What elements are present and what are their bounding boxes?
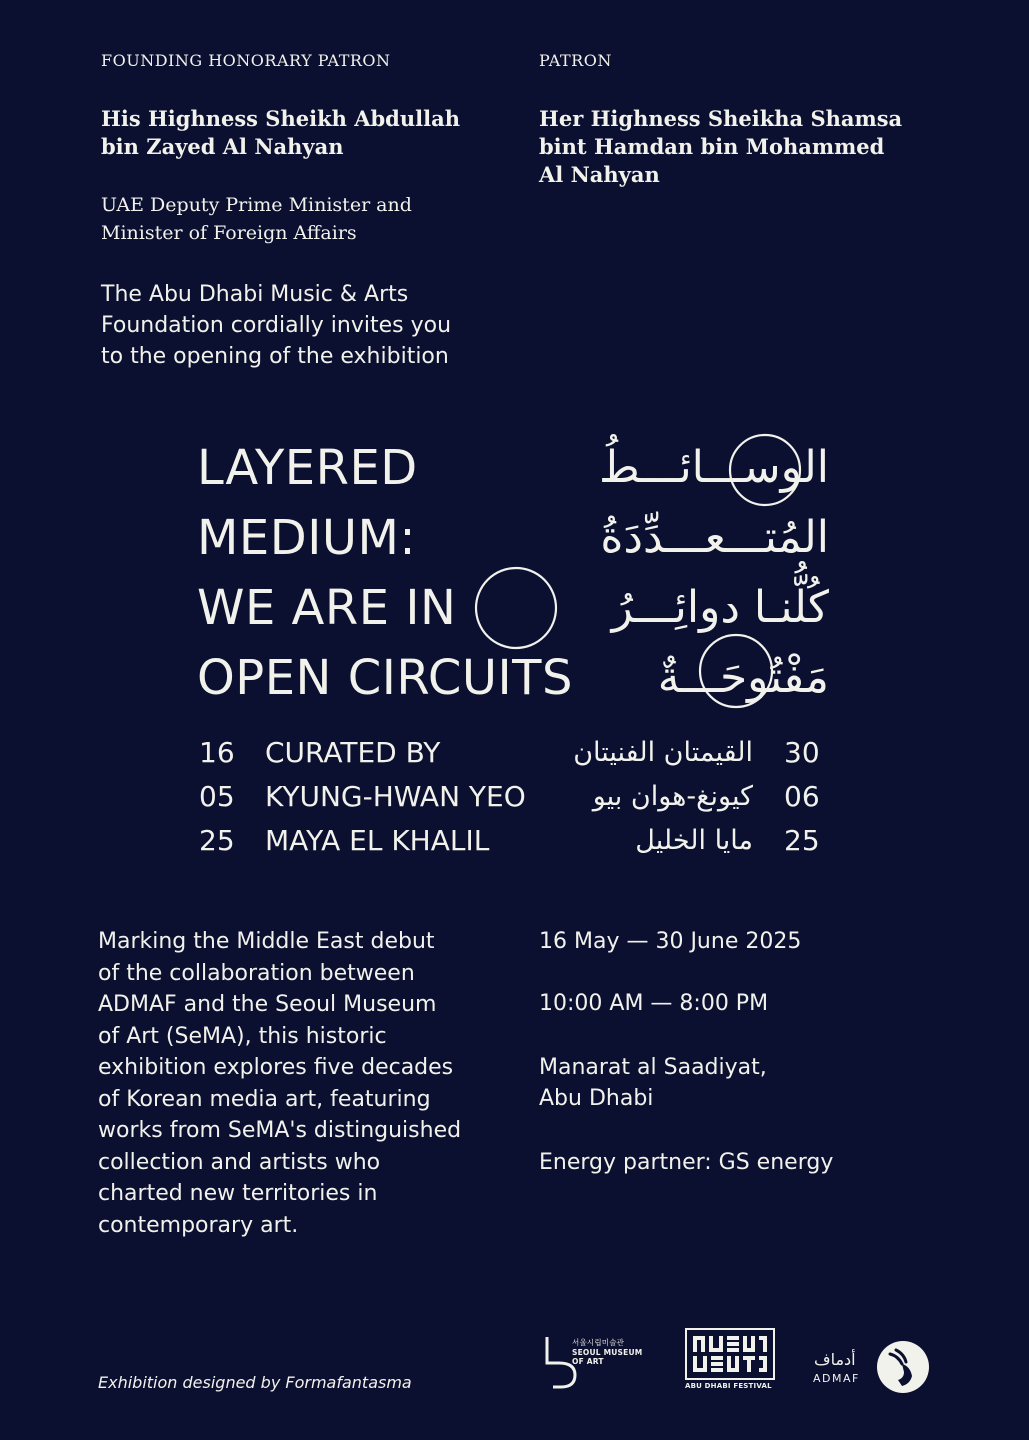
circuit-circle-top xyxy=(730,435,800,505)
sema-en-line-1: SEOUL MUSEUM xyxy=(572,1348,643,1357)
start-date: 16 05 25 xyxy=(199,736,235,857)
exhibition-title-ar: الوســـائـــطُ المُتـــعـــدِّدَةُ كُلُّنـا دوائِـــرُ مَفْتُوحَـــةٌ xyxy=(599,442,829,703)
patron-name: Her Highness Sheikha Shamsa bint Hamdan bin Mohammed Al Nahyan xyxy=(539,106,903,187)
founding-patron-role: UAE Deputy Prime Minister and Minister of Foreign Affairs xyxy=(101,194,412,244)
opening-hours: 10:00 AM — 8:00 PM xyxy=(539,991,769,1016)
designer-credit: Exhibition designed by Formafantasma xyxy=(98,1373,412,1392)
circuit-circle-middle xyxy=(476,568,556,648)
sema-korean-name: 서울시립미술관 xyxy=(572,1338,625,1347)
end-date: 30 06 25 xyxy=(784,736,820,857)
exhibition-description: Marking the Middle East debut of the collaboration between ADMAF and the Seoul Museum of Art (SeMA), this historic exhibition explores five decades of Korean media art, featuring works from SeMA's distinguished collection and artists who charted new territories in contemporary art. xyxy=(98,929,462,1238)
curators-ar: القيمتان الفنيتان كيونغ-هوان بيو مايا الخليل xyxy=(573,737,753,856)
festival-caption: ABU DHABI FESTIVAL xyxy=(685,1382,772,1390)
sema-en-line-2: OF ART xyxy=(572,1357,604,1366)
admaf-gazelle-icon xyxy=(876,1340,930,1394)
patron-label: PATRON xyxy=(539,51,612,70)
founding-patron-label: FOUNDING HONORARY PATRON xyxy=(101,51,391,70)
festival-logo-mark-icon xyxy=(685,1328,775,1380)
admaf-logo xyxy=(810,1338,935,1394)
abu-dhabi-festival-logo xyxy=(683,1328,778,1390)
invitation-text: The Abu Dhabi Music & Arts Foundation cordially invites you to the opening of the exhibition xyxy=(101,282,452,369)
founding-patron-name: His Highness Sheikh Abdullah bin Zayed Al Nahyan xyxy=(101,106,460,159)
sema-logo xyxy=(539,1335,654,1393)
venue: Manarat al Saadiyat, Abu Dhabi xyxy=(539,1055,767,1111)
exhibition-title-en: LAYERED MEDIUM: WE ARE IN OPEN CIRCUITS xyxy=(197,440,573,706)
admaf-en-name: ADMAF xyxy=(813,1372,860,1385)
energy-partner: Energy partner: GS energy xyxy=(539,1150,834,1175)
circuit-circle-bottom xyxy=(700,635,772,707)
admaf-arabic-name: أدماف xyxy=(814,1350,856,1369)
exhibition-dates: 16 May — 30 June 2025 xyxy=(539,929,802,954)
curators-en: CURATED BY KYUNG-HWAN YEO MAYA EL KHALIL xyxy=(265,736,526,857)
